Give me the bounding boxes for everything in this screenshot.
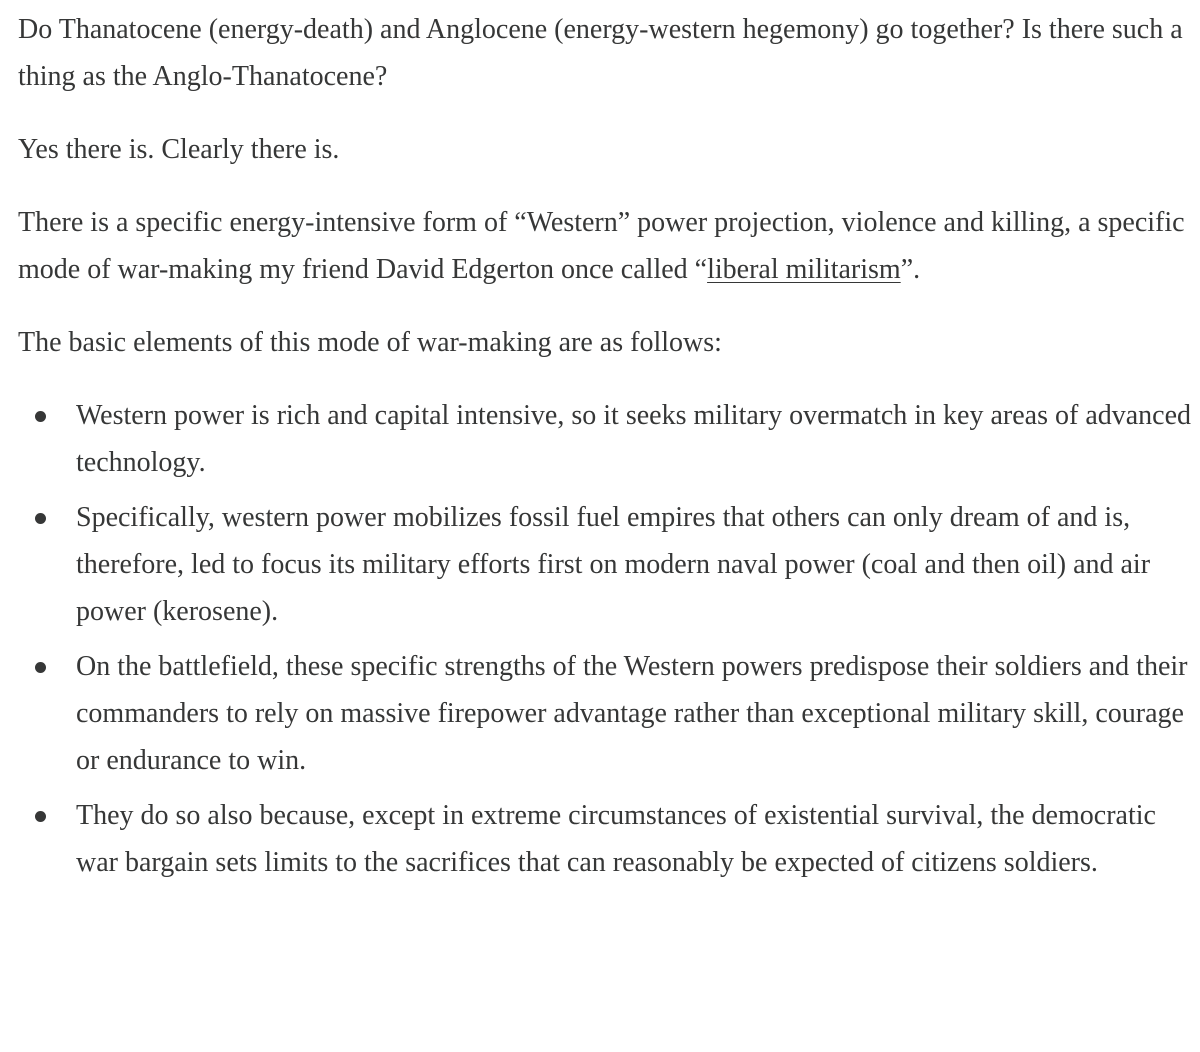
paragraph-text-after-link: ”. (900, 254, 921, 285)
bullet-icon (35, 411, 46, 422)
list-item (18, 643, 1196, 784)
list-item-text: Western power is rich and capital intensive, so it seeks military overmatch in key areas of advanced technology. (76, 400, 1192, 478)
list-item (18, 792, 1196, 886)
bullet-icon (35, 513, 46, 524)
liberal-militarism-link[interactable]: liberal militarism (707, 254, 901, 285)
bullet-list (18, 392, 1196, 886)
list-item-text: On the battlefield, these specific strengths of the Western powers predispose their soldiers and their commanders to rely on massive firepower advantage rather than exceptional military skill, courage or endurance to win. (76, 651, 1188, 776)
list-item (18, 392, 1196, 486)
list-item (18, 494, 1196, 635)
bullet-icon (35, 662, 46, 673)
paragraph-yes-there-is: Yes there is. Clearly there is. (18, 134, 340, 165)
article-body (18, 6, 1196, 894)
paragraph-text-before-link: There is a specific energy-intensive form of “Western” power projection, violence and killing, a specific mode of war-making my friend David Edgerton once called “ (18, 207, 1185, 285)
paragraph-liberal-militarism (18, 199, 1196, 293)
list-item-text: They do so also because, except in extreme circumstances of existential survival, the democratic war bargain sets limits to the sacrifices that can reasonably be expected of citizens soldiers. (76, 800, 1156, 878)
bullet-icon (35, 811, 46, 822)
list-intro: The basic elements of this mode of war-making are as follows: (18, 327, 722, 358)
list-item-text: Specifically, western power mobilizes fossil fuel empires that others can only dream of and is, therefore, led to focus its military efforts first on modern naval power (coal and then oil) and air power (kerosene). (76, 502, 1151, 627)
paragraph-thanatocene-question: Do Thanatocene (energy-death) and Anglocene (energy-western hegemony) go together? Is there such a thing as the Anglo-Thanatocene? (18, 14, 1183, 92)
